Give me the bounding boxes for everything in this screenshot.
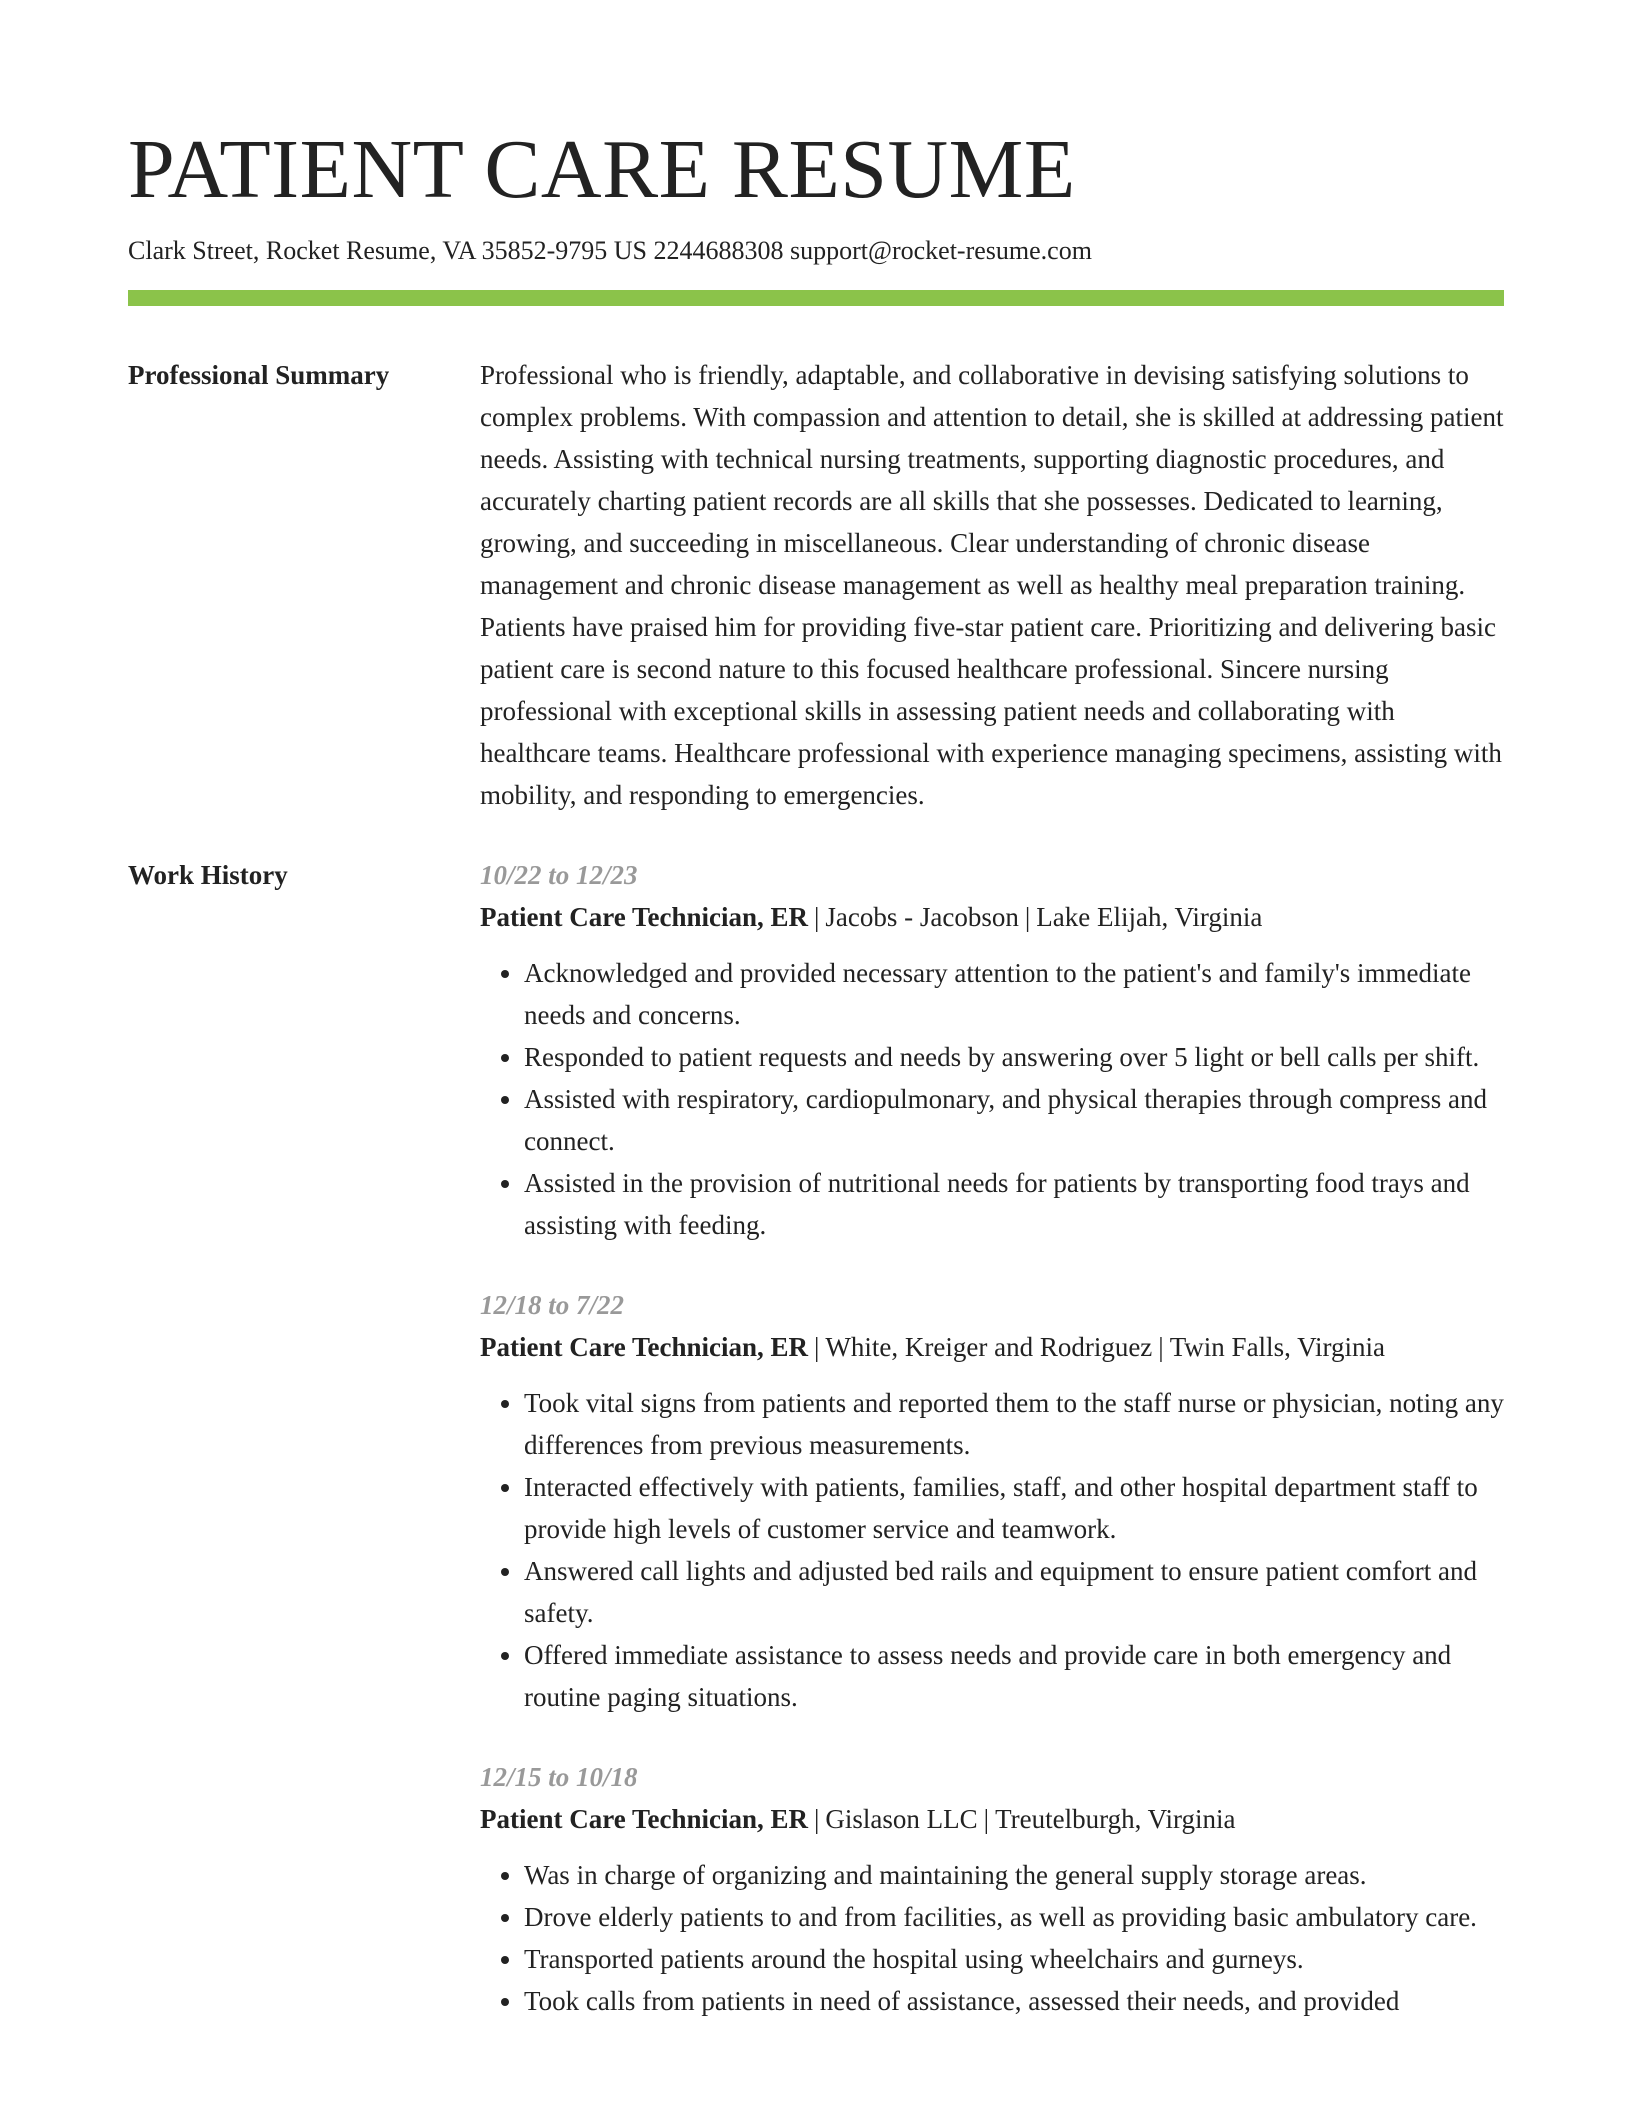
contact-line: Clark Street, Rocket Resume, VA 35852-9795 US 2244688308 support@rocket-resume.com [128, 236, 1092, 265]
job-entry [480, 1284, 1504, 1718]
separator: | [814, 1332, 820, 1362]
job-dates: 12/18 to 7/22 [480, 1290, 625, 1320]
list-item: • Took vital signs from patients and reported them to the staff nurse or physician, noting any differences from previous measurements. [524, 1382, 1504, 1466]
job-entry [480, 854, 1504, 1246]
list-item: • Assisted with respiratory, cardiopulmonary, and physical therapies through compress and connect. [524, 1078, 1504, 1162]
job-company: Gislason LLC [825, 1804, 978, 1834]
separator: | [814, 1804, 820, 1834]
job-company: Jacobs - Jacobson [825, 902, 1019, 932]
job-location: Twin Falls, Virginia [1169, 1332, 1385, 1362]
section-label-work-history: Work History [128, 860, 288, 890]
list-item: • Interacted effectively with patients, families, staff, and other hospital department staff to provide high levels of customer service and teamwork. [524, 1466, 1504, 1550]
list-item: • Responded to patient requests and needs by answering over 5 light or bell calls per shift. [524, 1036, 1504, 1078]
job-title: Patient Care Technician, ER [480, 1804, 809, 1834]
list-item: • Answered call lights and adjusted bed rails and equipment to ensure patient comfort and safety. [524, 1550, 1504, 1634]
job-entry [480, 1756, 1504, 2022]
separator: | [814, 902, 820, 932]
work-history-body [480, 854, 1504, 2022]
list-item: • Acknowledged and provided necessary attention to the patient's and family's immediate needs and concerns. [524, 952, 1504, 1036]
list-item: • Offered immediate assistance to assess needs and provide care in both emergency and routine paging situations. [524, 1634, 1504, 1718]
job-heading [480, 896, 1504, 938]
list-item: • Drove elderly patients to and from facilities, as well as providing basic ambulatory care. [524, 1896, 1504, 1938]
accent-divider [128, 290, 1504, 306]
job-location: Treutelburgh, Virginia [995, 1804, 1236, 1834]
work-history-section [128, 854, 1504, 2022]
summary-body [480, 354, 1504, 816]
job-bullets [480, 1382, 1504, 1718]
section-label-summary: Professional Summary [128, 360, 390, 390]
list-item: • Was in charge of organizing and maintaining the general supply storage areas. [524, 1854, 1504, 1896]
separator: | [1024, 902, 1031, 932]
separator: | [983, 1804, 990, 1834]
list-item: • Assisted in the provision of nutritional needs for patients by transporting food trays and assisting with feeding. [524, 1162, 1504, 1246]
job-bullets [480, 1854, 1504, 2022]
job-title: Patient Care Technician, ER [480, 1332, 809, 1362]
job-dates: 12/15 to 10/18 [480, 1762, 638, 1792]
job-heading [480, 1326, 1504, 1368]
job-heading [480, 1798, 1504, 1840]
job-title: Patient Care Technician, ER [480, 902, 809, 932]
separator: | [1158, 1332, 1164, 1362]
job-bullets [480, 952, 1504, 1246]
list-item: • Transported patients around the hospital using wheelchairs and gurneys. [524, 1938, 1504, 1980]
job-company: White, Kreiger and Rodriguez [825, 1332, 1153, 1362]
professional-summary-section [128, 354, 1504, 816]
summary-text: Professional who is friendly, adaptable, and collaborative in devising satisfying solutions to complex problems. With compassion and attention to detail, she is skilled at addressing patient needs. Assisting with technical nursing treatments, supporting diagnostic procedures, and accurately charting patient records are all skills that she possesses. Dedicated to learning, growing, and succeeding in miscellaneous. Clear understanding of chronic disease management and chronic disease management as well as healthy meal preparation training. Patients have praised him for providing five-star patient care. Prioritizing and delivering basic patient care is second nature to this focused healthcare professional. Sincere nursing professional with exceptional skills in assessing patient needs and collaborating with healthcare teams. Healthcare professional with experience managing specimens, assisting with mobility, and responding to emergencies. [480, 360, 1504, 810]
resume-title: PATIENT CARE RESUME [128, 123, 1076, 216]
job-dates: 10/22 to 12/23 [480, 860, 638, 890]
list-item: • Took calls from patients in need of assistance, assessed their needs, and provided [524, 1980, 1504, 2022]
resume-page [128, 122, 1504, 2022]
job-location: Lake Elijah, Virginia [1036, 902, 1263, 932]
